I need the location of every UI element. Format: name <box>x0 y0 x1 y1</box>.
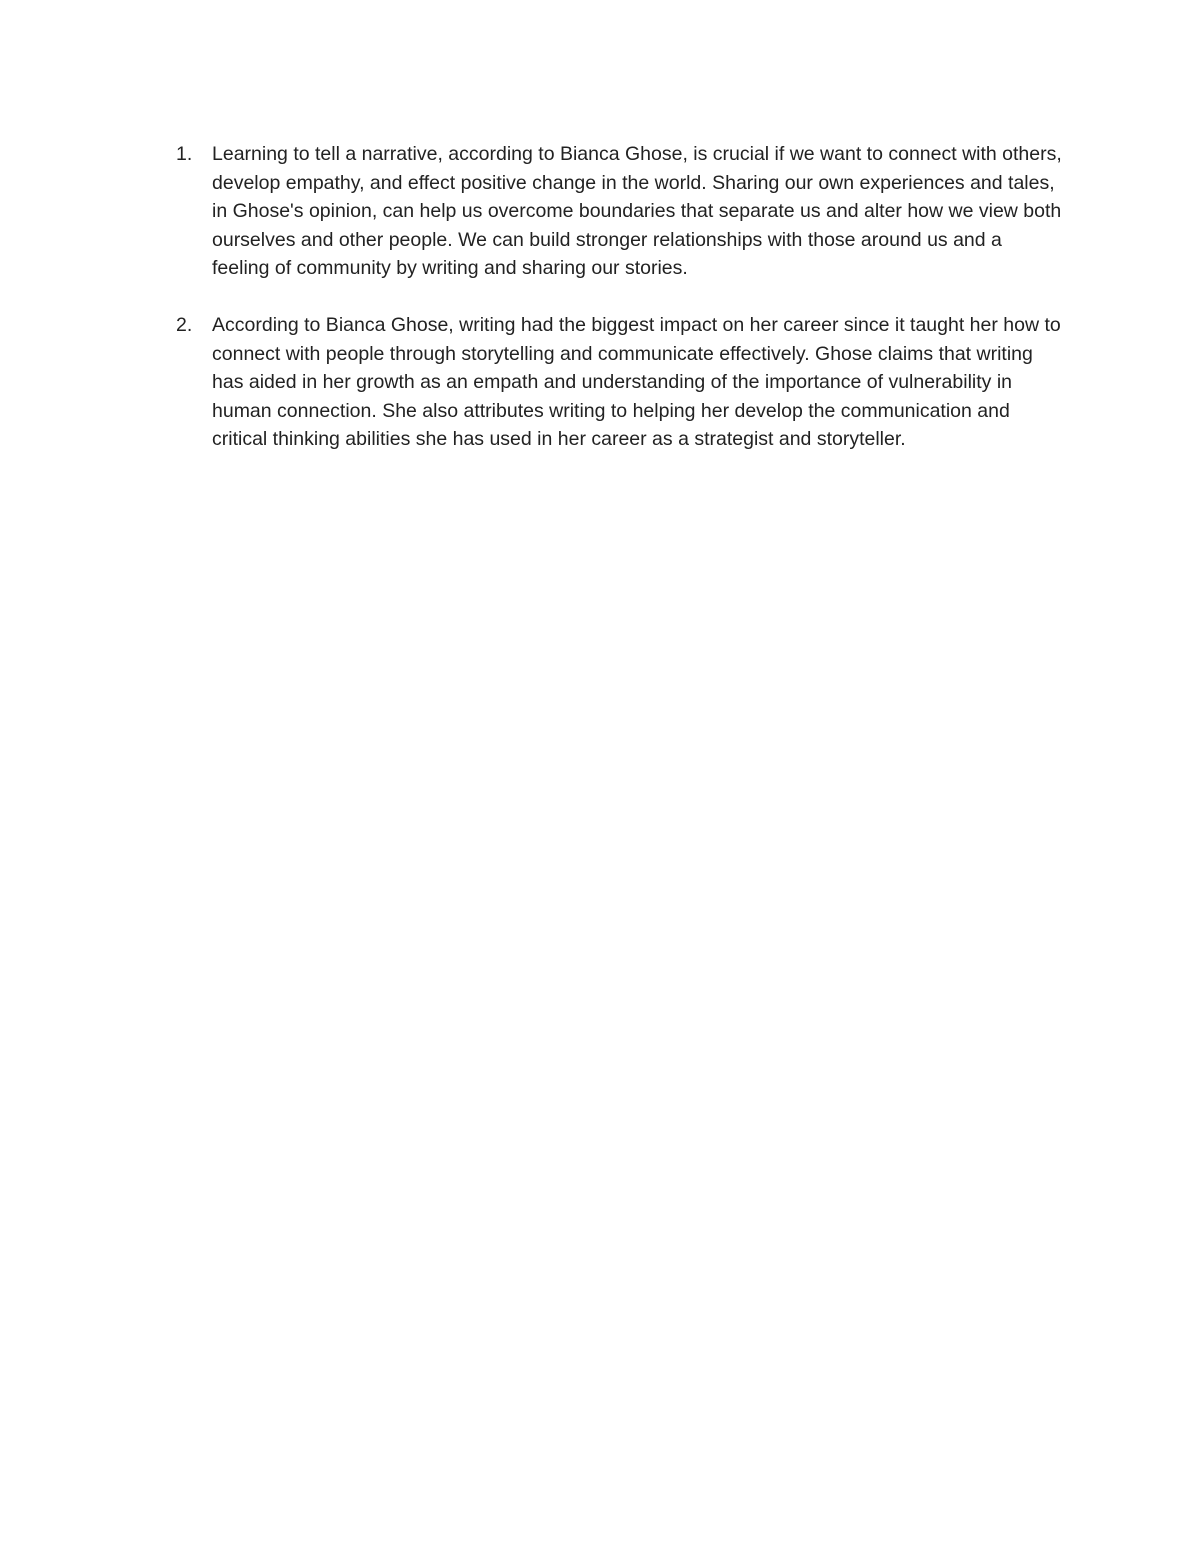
list-item-number: 2. <box>176 313 193 336</box>
list-item <box>172 140 1062 283</box>
list-item <box>172 311 1062 454</box>
list-item-number: 1. <box>176 143 193 165</box>
list-item-text: Learning to tell a narrative, according to Bianca Ghose, is crucial if we want to connect with others, develop empathy, and effect positive change in the world. Sharing our own experiences and tales, in Ghose's opinion, can help us overcome boundaries that separate us and alter how we view both ourselves and other people. We can build stronger relationships with those around us and a feeling of community by writing and sharing our stories. <box>212 143 1062 280</box>
numbered-list <box>172 140 1062 482</box>
list-item-text: According to Bianca Ghose, writing had the biggest impact on her career since it taught her how to connect with people through storytelling and communicate effectively. Ghose claims that writing has aided in her growth as an empath and understanding of the importance of vulnerability in human connection. She also attributes writing to helping her develop the communication and critical thinking abilities she has used in her career as a strategist and storyteller. <box>212 313 1061 451</box>
